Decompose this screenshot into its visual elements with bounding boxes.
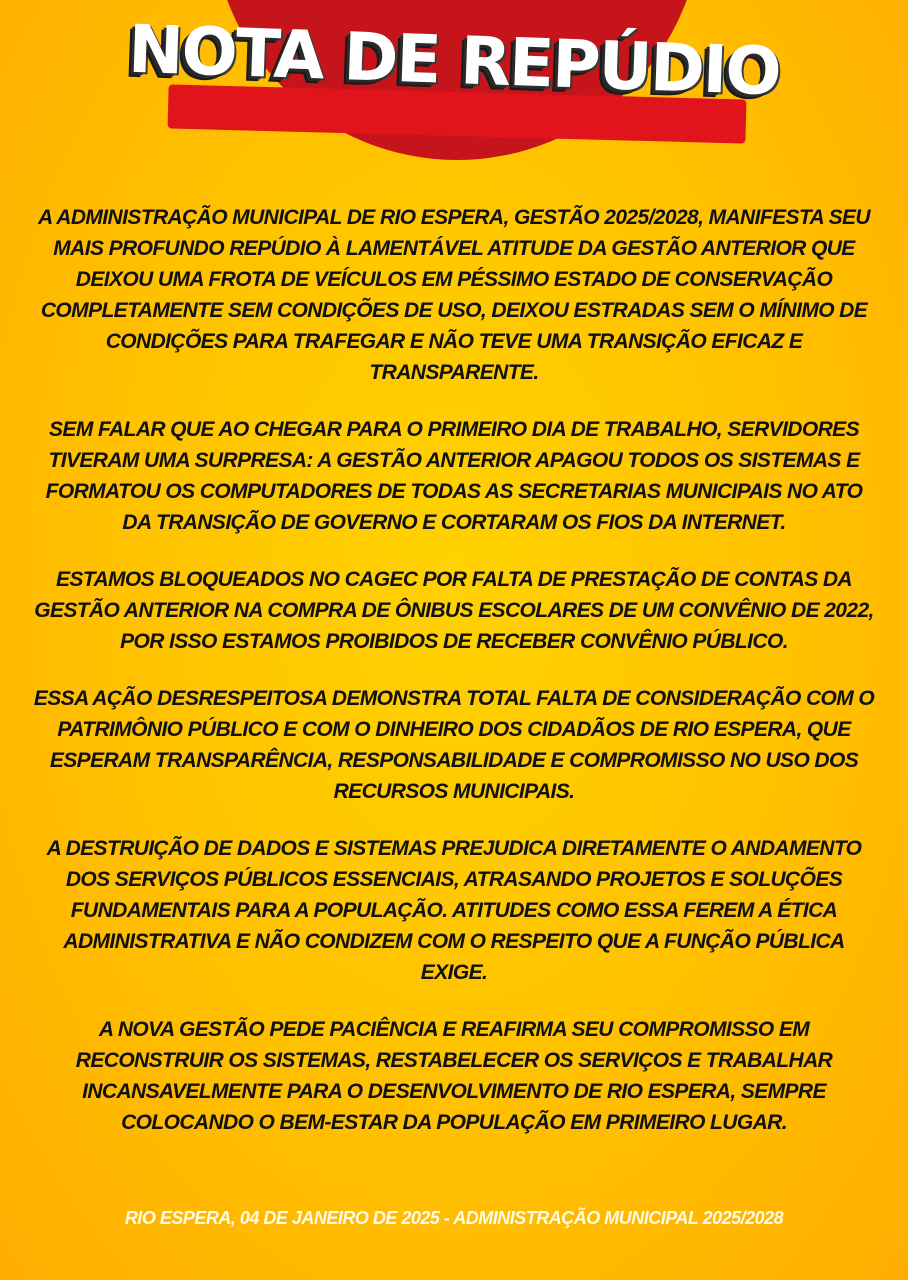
- page-title: NOTA DE REPÚDIO: [127, 10, 781, 111]
- paragraph-3: ESTAMOS BLOQUEADOS NO CAGEC POR FALTA DE PRESTAÇÃO DE CONTAS DA GESTÃO ANTERIOR NA COMPRA DE ÔNIBUS ESCOLARES DE UM CONVÊNIO DE 2022, POR ISSO ESTAMOS PROIBIDOS DE RECEBER CONVÊNIO PÚBLICO.: [34, 568, 874, 653]
- paragraph-6: A NOVA GESTÃO PEDE PACIÊNCIA E REAFIRMA SEU COMPROMISSO EM RECONSTRUIR OS SISTEMAS, RESTABELECER OS SERVIÇOS E TRABALHAR INCANSAVELMENTE PARA O DESENVOLVIMENTO DE RIO ESPERA, SEMPRE COLOCANDO O BEM-ESTAR DA POPULAÇÃO EM PRIMEIRO LUGAR.: [75, 1018, 833, 1134]
- signature-footer: RIO ESPERA, 04 DE JANEIRO DE 2025 - ADMINISTRAÇÃO MUNICIPAL 2025/2028: [124, 1208, 784, 1228]
- paragraph-5: A DESTRUIÇÃO DE DADOS E SISTEMAS PREJUDICA DIRETAMENTE O ANDAMENTO DOS SERVIÇOS PÚBLICOS ESSENCIAIS, ATRASANDO PROJETOS E SOLUÇÕES FUNDAMENTAIS PARA A POPULAÇÃO. ATITUDES COMO ESSA FEREM A ÉTICA ADMINISTRATIVA E NÃO CONDIZEM COM O RESPEITO QUE A FUNÇÃO PÚBLICA EXIGE.: [46, 837, 862, 984]
- paragraph-1: A ADMINISTRAÇÃO MUNICIPAL DE RIO ESPERA, GESTÃO 2025/2028, MANIFESTA SEU MAIS PROFUNDO REPÚDIO À LAMENTÁVEL ATITUDE DA GESTÃO ANTERIOR QUE DEIXOU UMA FROTA DE VEÍCULOS EM PÉSSIMO ESTADO DE CONSERVAÇÃO COMPLETAMENTE SEM CONDIÇÕES DE USO, DEIXOU ESTRADAS SEM O MÍNIMO DE CONDIÇÕES PARA TRAFEGAR E NÃO TEVE UMA TRANSIÇÃO EFICAZ E TRANSPARENTE.: [38, 206, 870, 384]
- notice-body: [32, 202, 876, 1164]
- paragraph-4: ESSA AÇÃO DESRESPEITOSA DEMONSTRA TOTAL FALTA DE CONSIDERAÇÃO COM O PATRIMÔNIO PÚBLICO E COM O DINHEIRO DOS CIDADÃOS DE RIO ESPERA, QUE ESPERAM TRANSPARÊNCIA, RESPONSABILIDADE E COMPROMISSO NO USO DOS RECURSOS MUNICIPAIS.: [33, 687, 875, 803]
- paragraph-2: SEM FALAR QUE AO CHEGAR PARA O PRIMEIRO DIA DE TRABALHO, SERVIDORES TIVERAM UMA SURPRESA: A GESTÃO ANTERIOR APAGOU TODOS OS SISTEMAS E FORMATOU OS COMPUTADORES DE TODAS AS SECRETARIAS MUNICIPAIS NO ATO DA TRANSIÇÃO DE GOVERNO E CORTARAM OS FIOS DA INTERNET.: [45, 418, 863, 534]
